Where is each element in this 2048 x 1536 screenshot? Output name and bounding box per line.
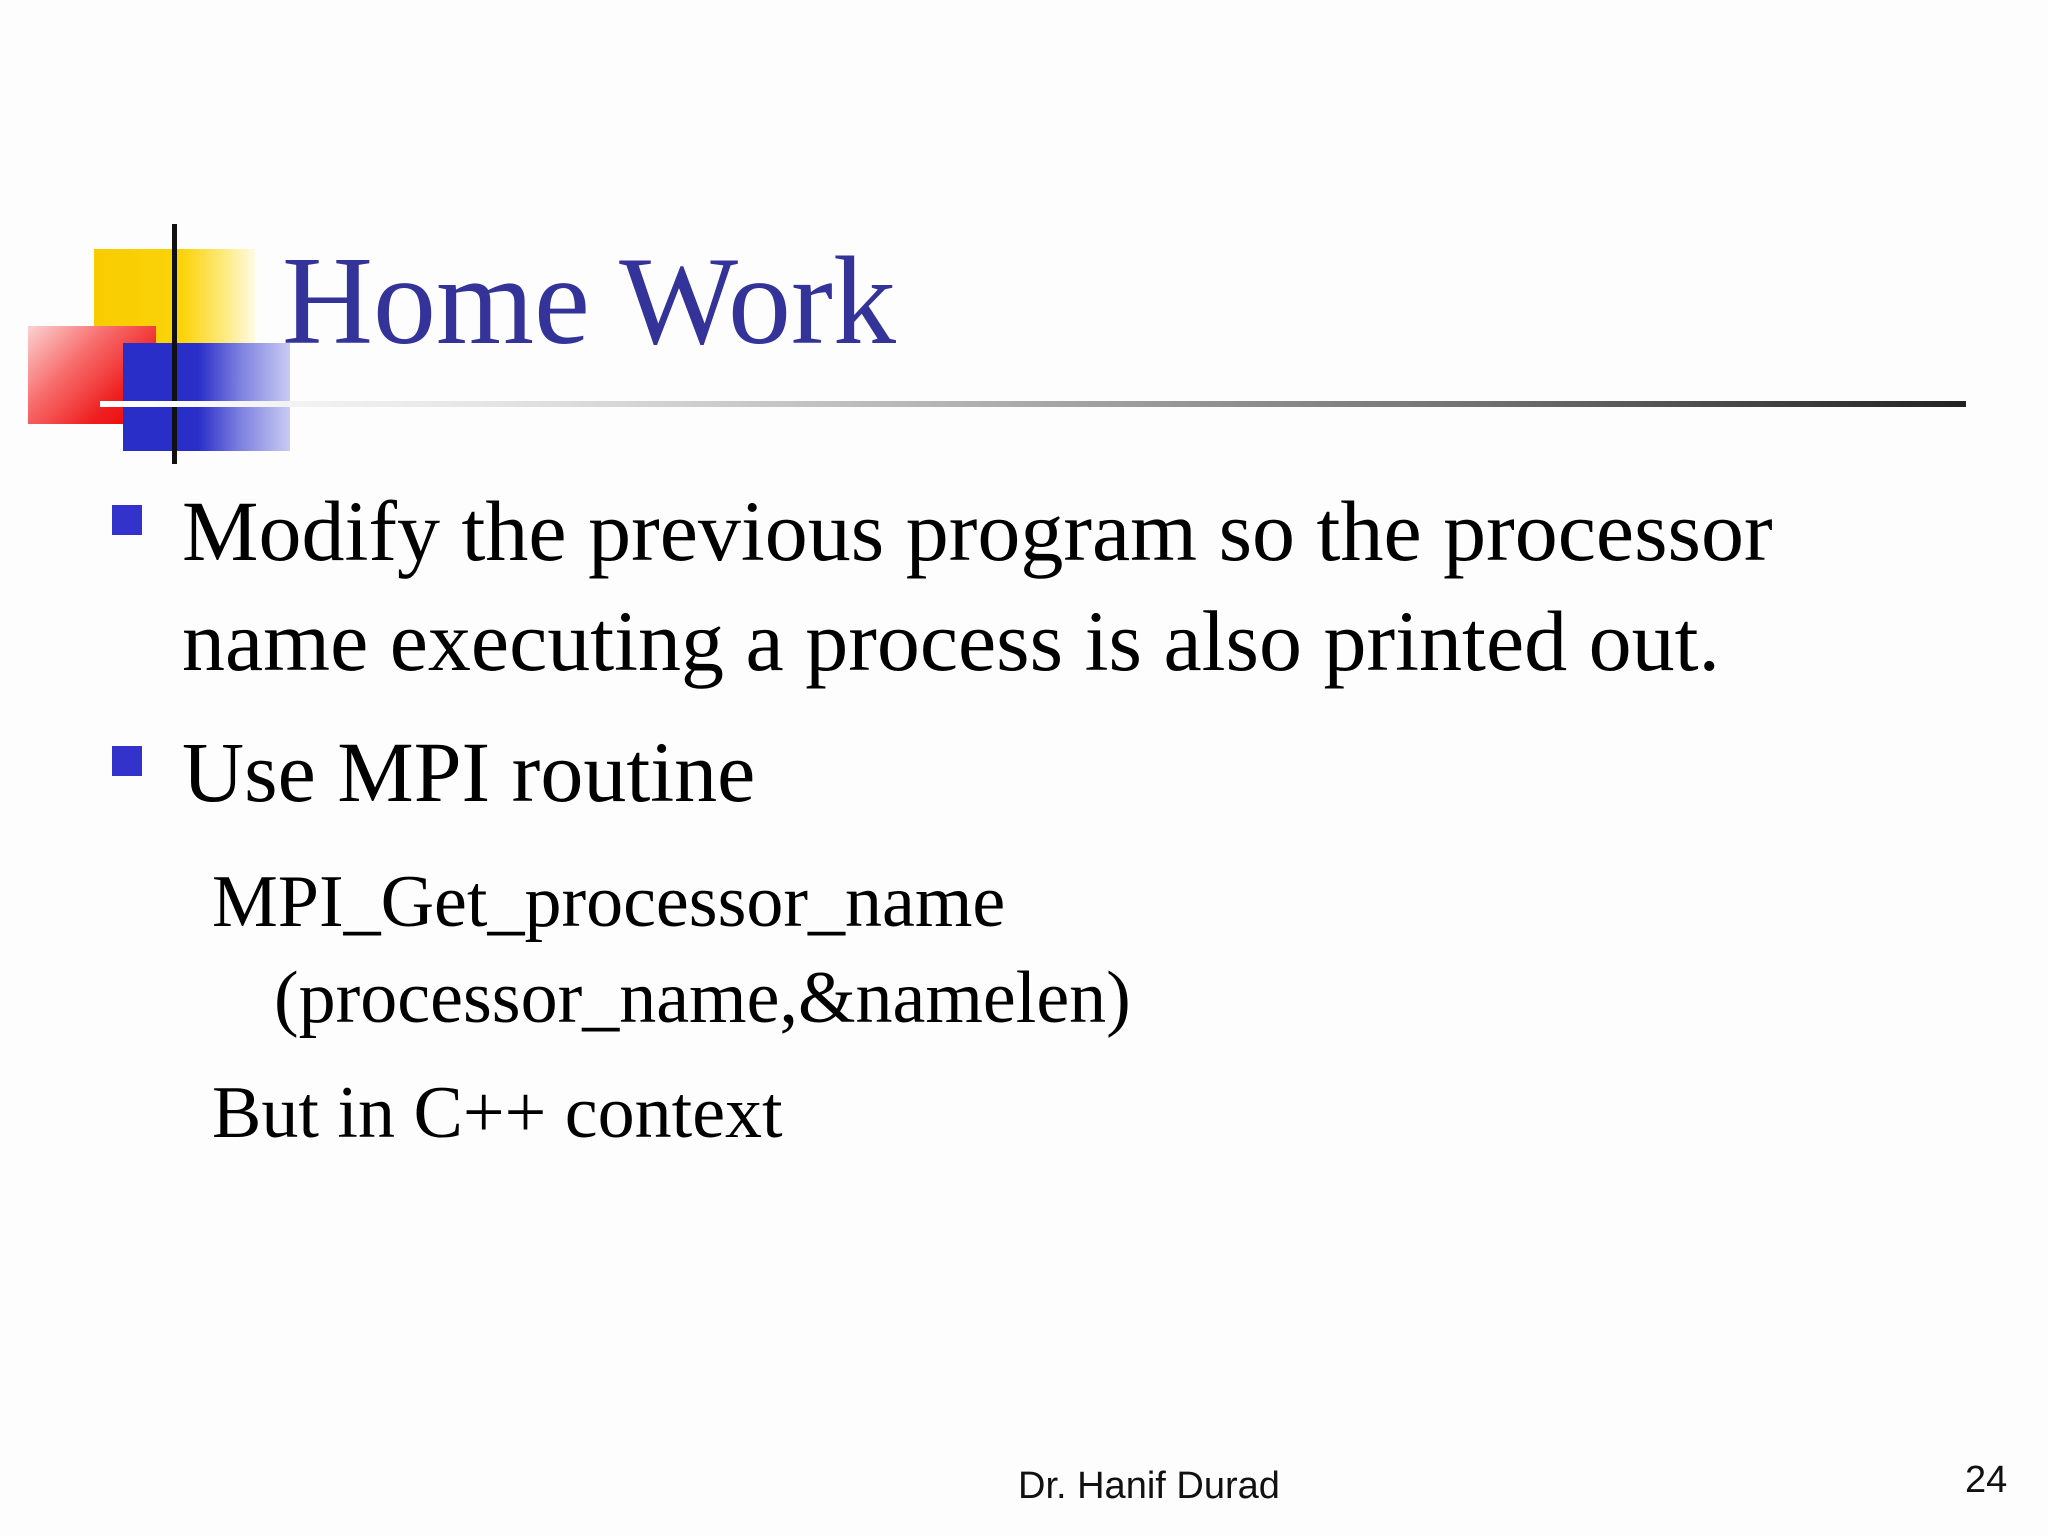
bullet-1-line-2: name executing a process is also printed out.: [182, 593, 1721, 689]
footer-author: Dr. Hanif Durad: [1018, 1465, 1280, 1507]
routine-name: MPI_Get_processor_name: [212, 861, 1006, 943]
page-number: 24: [1965, 1459, 2008, 1501]
blue-square: [123, 343, 290, 451]
bullet-square-icon: [112, 746, 142, 776]
title-underline: [100, 401, 1966, 407]
routine-arguments: (processor_name,&namelen): [274, 957, 1131, 1039]
slide-title: Home Work: [282, 232, 896, 371]
vertical-rule: [172, 224, 177, 464]
bullet-2-line-1: Use MPI routine: [182, 724, 756, 820]
bullet-square-icon: [112, 505, 142, 535]
bullet-1-line-1: Modify the previous program so the processor: [182, 483, 1773, 579]
context-note: But in C++ context: [212, 1072, 783, 1154]
